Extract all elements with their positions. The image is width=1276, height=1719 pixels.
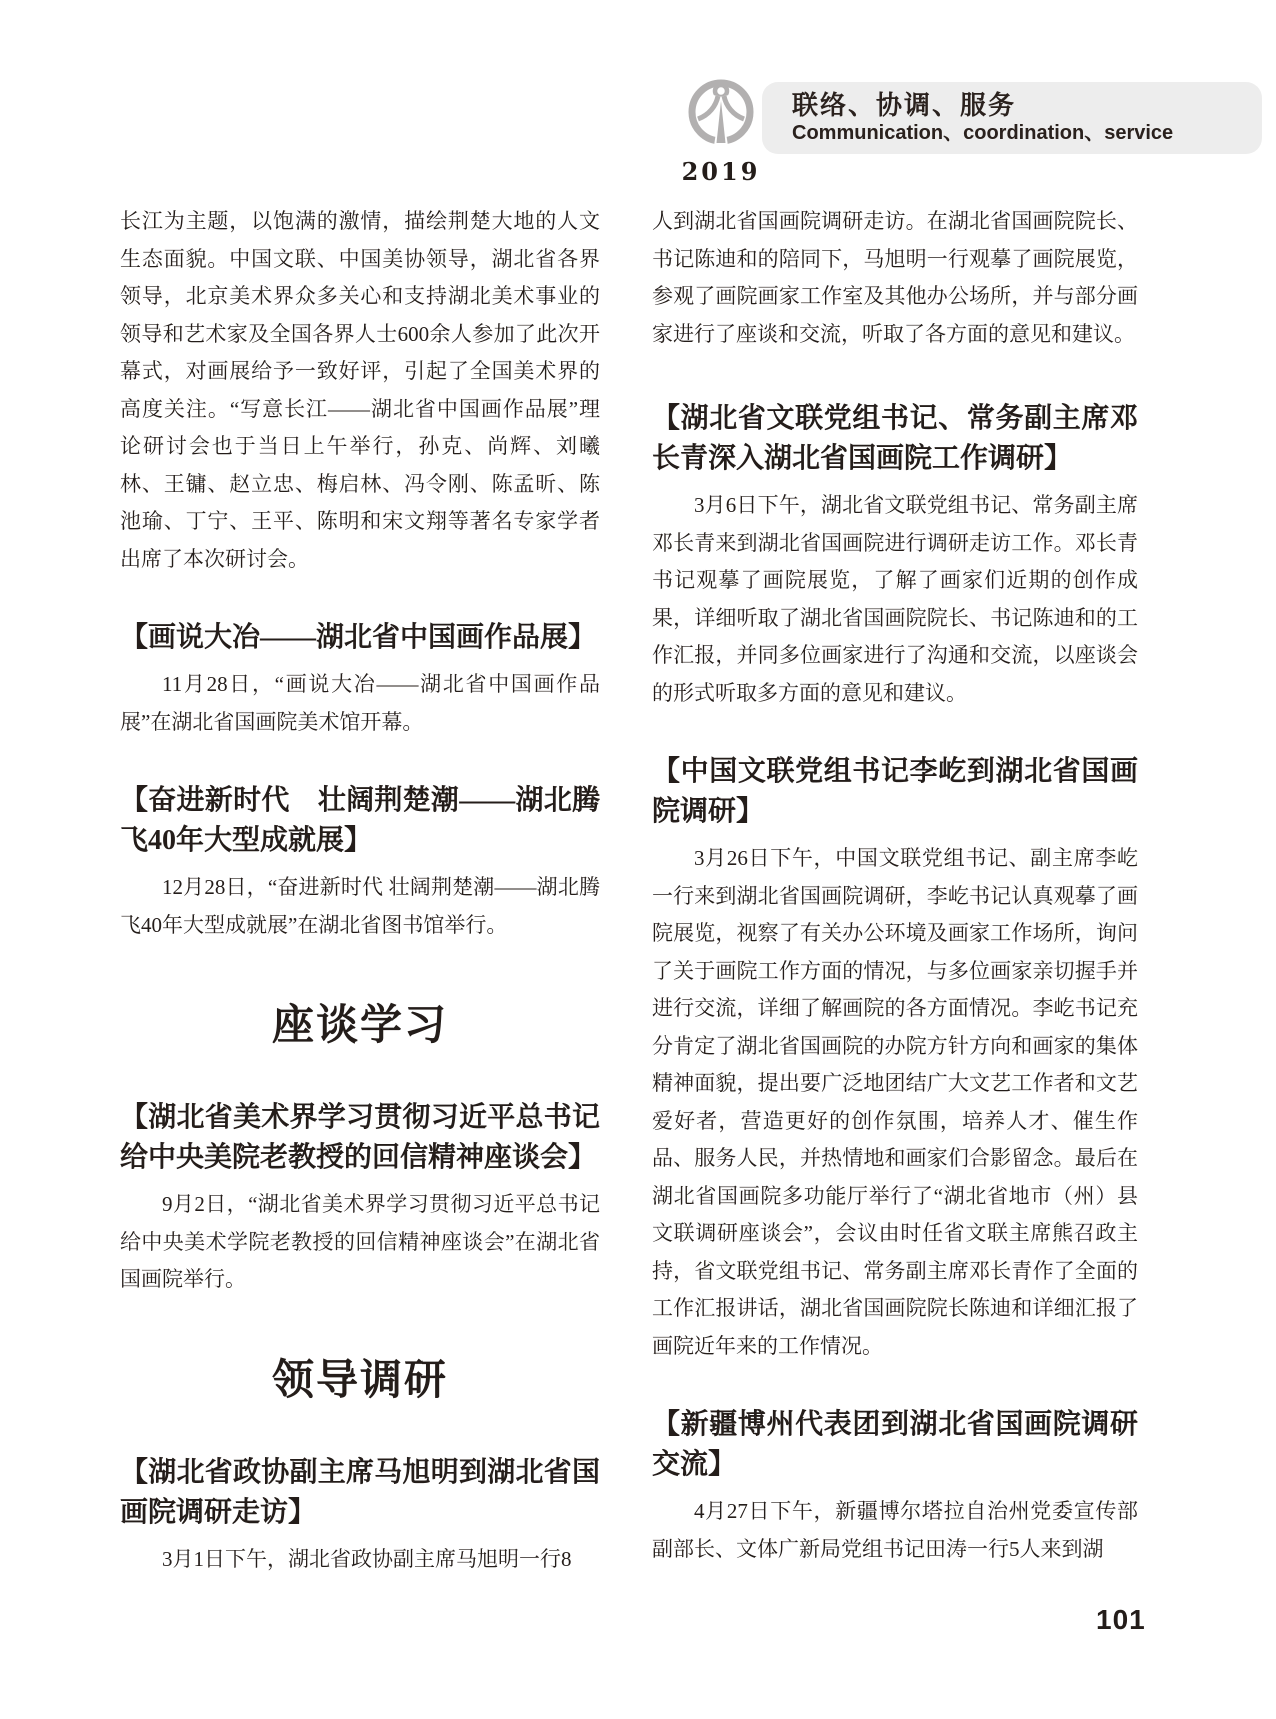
page-number: 101 <box>1096 1604 1146 1635</box>
entry-body: 9月2日，“湖北省美术界学习贯彻习近平总书记给中央美术学院老教授的回信精神座谈会”在湖北省国画院举行。 <box>120 1192 600 1291</box>
publication-logo <box>676 76 766 186</box>
entry-body: 11月28日，“画说大冶——湖北省中国画作品展”在湖北省国画院美术馆开幕。 <box>120 672 600 734</box>
banner-subtitle-en: Communication、coordination、service <box>792 122 1174 144</box>
intro-paragraph: 长江为主题，以饱满的激情，描绘荆楚大地的人文生态面貌。中国文联、中国美协领导，湖北省各界领导，北京美术界众多关心和支持湖北美术事业的领导和艺术家及全国各界人士600余人参加了此次开幕式，对画展给予一致好评，引起了全国美术界的高度关注。“写意长江——湖北省中国画作品展”理论研讨会也于当日上午举行，孙克、尚辉、刘曦林、王镛、赵立忠、梅启林、冯令刚、陈孟昕、陈池瑜、丁宁、王平、陈明和宋文翔等著名专家学者出席了本次研讨会。 <box>120 209 600 571</box>
section-banner <box>762 82 1262 154</box>
chapter-heading: 领导调研 <box>271 1355 448 1403</box>
logo-year-label: 2019 <box>681 157 761 186</box>
chapter-heading: 座谈学习 <box>271 1001 448 1048</box>
entry-title: 【湖北省政协副主席马旭明到湖北省国画院调研走访】 <box>120 1456 600 1528</box>
left-column <box>120 203 600 1578</box>
right-column <box>652 203 1138 1568</box>
entry-title: 【画说大冶——湖北省中国画作品展】 <box>120 622 597 653</box>
emblem-ring-figure-icon <box>683 76 759 150</box>
entry-body: 12月28日，“奋进新时代 壮阔荆楚潮——湖北腾飞40年大型成就展”在湖北省图书馆举行。 <box>120 875 600 937</box>
entry-body: 3月1日下午，湖北省政协副主席马旭明一行8 <box>162 1546 572 1571</box>
entry-title: 【奋进新时代 壮阔荆楚潮——湖北腾飞40年大型成就展】 <box>120 785 600 856</box>
banner-title-zh: 联络、协调、服务 <box>792 90 1017 120</box>
entry-title: 【湖北省美术界学习贯彻习近平总书记给中央美院老教授的回信精神座谈会】 <box>120 1102 600 1173</box>
entry-body: 3月6日下午，湖北省文联党组书记、常务副主席邓长青来到湖北省国画院进行调研走访工作。邓长青书记观摹了画院展览，了解了画家们近期的创作成果，详细听取了湖北省国画院院长、书记陈迪和的工作汇报，并同多位画家进行了沟通和交流，以座谈会的形式听取多方面的意见和建议。 <box>652 493 1138 705</box>
entry-title: 【湖北省文联党组书记、常务副主席邓长青深入湖北省国画院工作调研】 <box>652 403 1138 474</box>
entry-body: 4月27日下午，新疆博尔塔拉自治州党委宣传部副部长、文体广新局党组书记田涛一行5人来到湖 <box>652 1499 1138 1561</box>
entry-body: 3月26日下午，中国文联党组书记、副主席李屹一行来到湖北省国画院调研，李屹书记认真观摹了画院展览，视察了有关办公环境及画家工作场所，询问了关于画院工作方面的情况，与多位画家亲切握手并进行交流，详细了解画院的各方面情况。李屹书记充分肯定了湖北省国画院的办院方针方向和画家的集体精神面貌，提出要广泛地团结广大文艺工作者和文艺爱好者，营造更好的创作氛围，培养人才、催生作品、服务人民，并热情地和画家们合影留念。最后在湖北省国画院多功能厅举行了“湖北省地市（州）县文联调研座谈会”，会议由时任省文联主席熊召政主持，省文联党组书记、常务副主席邓长青作了全面的工作汇报讲话，湖北省国画院院长陈迪和详细汇报了画院近年来的工作情况。 <box>652 846 1138 1358</box>
continuation-paragraph: 人到湖北省国画院调研走访。在湖北省国画院院长、书记陈迪和的陪同下，马旭明一行观摹了画院展览，参观了画院画家工作室及其他办公场所，并与部分画家进行了座谈和交流，听取了各方面的意见和建议。 <box>652 209 1138 346</box>
entry-title: 【中国文联党组书记李屹到湖北省国画院调研】 <box>652 756 1138 827</box>
entry-title: 【新疆博州代表团到湖北省国画院调研交流】 <box>652 1409 1138 1480</box>
